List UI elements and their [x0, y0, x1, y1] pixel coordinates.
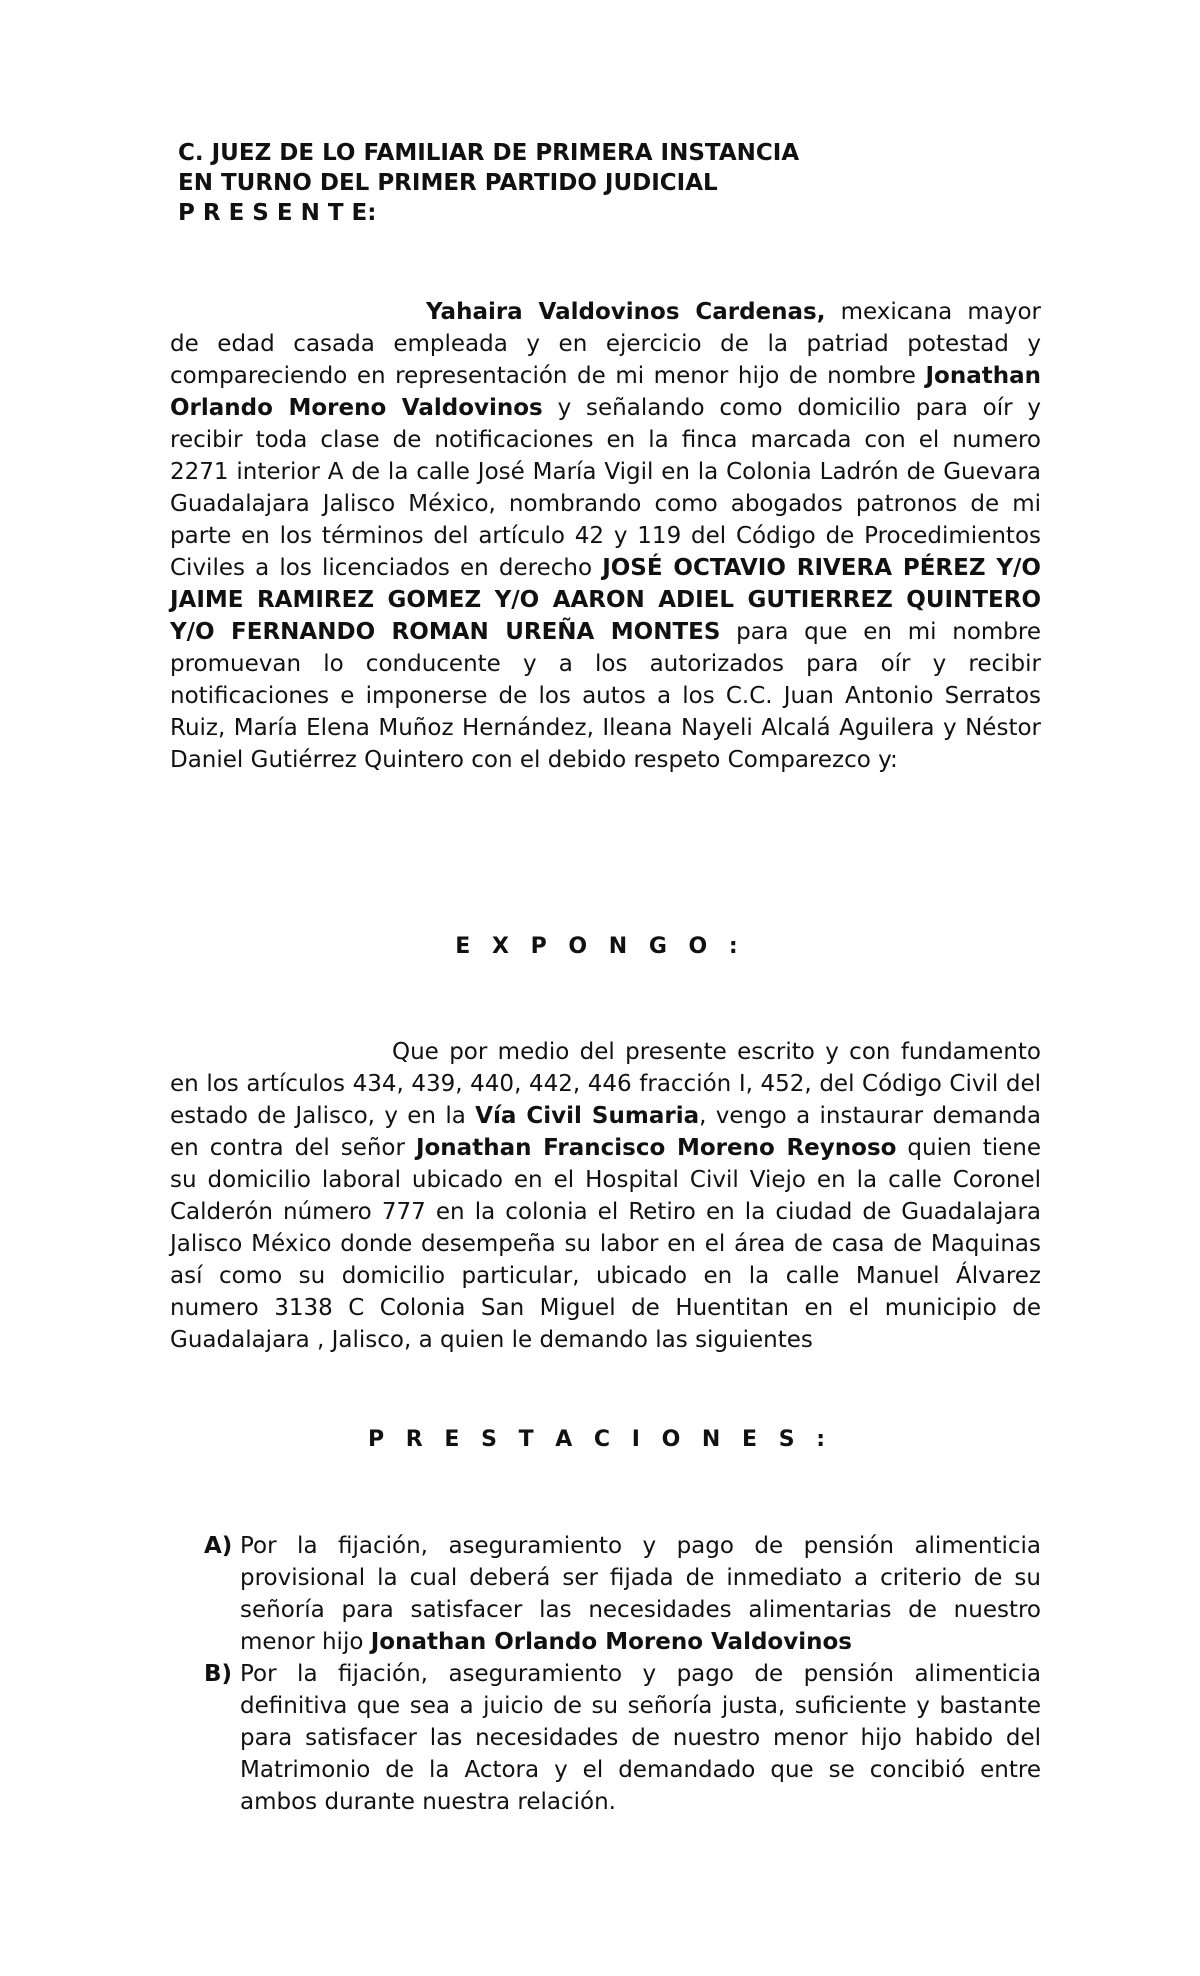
lawyers-names: JOSÉ OCTAVIO RIVERA PÉREZ Y/O JAIME RAMIREZ GOMEZ Y/O AARON ADIEL GUTIERREZ QUINTERO Y/O FERNANDO ROMAN UREÑA MONTES [170, 555, 1041, 645]
item-bold-a: Jonathan Orlando Moreno Valdovinos [370, 1629, 852, 1655]
intro-paragraph [170, 296, 1041, 776]
item-marker-a: A) [204, 1533, 233, 1559]
expongo-text-3: quien tiene su domicilio laboral ubicado en el Hospital Civil Viejo en la calle Coronel Calderón número 777 en la colonia el Retiro en la ciudad de Guadalajara Jalisco México donde desempeña su labor en el área de casa de Maquinas así como su domicilio particular, ubicado en la calle Manuel Álvarez numero 3138 C Colonia San Miguel de Huentitan en el municipio de Guadalajara , Jalisco, a quien le demando las siguientes [170, 1135, 1042, 1353]
item-text-a: Por la fijación, aseguramiento y pago de pensión alimenticia provisional la cual deberá ser fijada de inmediato a criterio de su señoría para satisfacer las necesidades alimentarias de nuestro menor hijo [240, 1533, 1041, 1655]
header-line-district: EN TURNO DEL PRIMER PARTIDO JUDICIAL [178, 170, 718, 196]
header-line-presente: P R E S E N T E: [178, 200, 377, 226]
intro-text-1: mexicana mayor de edad casada empleada y en ejercicio de la patriad potestad y compareciendo en representación de mi menor hijo de nombre [170, 299, 1041, 389]
expongo-text-2: , vengo a instaurar demanda en contra del señor [170, 1103, 1041, 1161]
item-body-b [240, 1658, 1041, 1818]
prestaciones-heading: P R E S T A C I O N E S : [368, 1427, 832, 1452]
defendant-name: Jonathan Francisco Moreno Reynoso [415, 1135, 897, 1161]
addressee-header [178, 138, 799, 228]
prestacion-item-a [204, 1530, 1041, 1658]
plaintiff-name: Yahaira Valdovinos Cardenas, [426, 299, 826, 325]
item-marker-b: B) [204, 1661, 233, 1687]
item-body-a [240, 1530, 1041, 1658]
expongo-heading: E X P O N G O : [455, 934, 745, 959]
expongo-paragraph [170, 1036, 1041, 1356]
expongo-text-1: Que por medio del presente escrito y con fundamento en los artículos 434, 439, 440, 442, 446 fracción I, 452, del Código Civil del estado de Jalisco, y en la [170, 1039, 1041, 1129]
intro-text-3: para que en mi nombre promuevan lo conducente y a los autorizados para oír y recibir notificaciones e imponerse de los autos a los C.C. Juan Antonio Serratos Ruiz, María Elena Muñoz Hernández, Ileana Nayeli Alcalá Aguilera y Néstor Daniel Gutiérrez Quintero con el debido respeto Comparezco y: [170, 619, 1041, 773]
prestacion-item-b [204, 1658, 1041, 1818]
header-line-judge: C. JUEZ DE LO FAMILIAR DE PRIMERA INSTANCIA [178, 140, 800, 166]
via-civil-sumaria: Vía Civil Sumaria [475, 1103, 700, 1129]
child-name: Jonathan Orlando Moreno Valdovinos [170, 363, 1041, 421]
intro-text-2: y señalando como domicilio para oír y recibir toda clase de notificaciones en la finca marcada con el numero 2271 interior A de la calle José María Vigil en la Colonia Ladrón de Guevara Guadalajara Jalisco México, nombrando como abogados patronos de mi parte en los términos del artículo 42 y 119 del Código de Procedimientos Civiles a los licenciados en derecho [170, 395, 1041, 581]
item-text-b: Por la fijación, aseguramiento y pago de pensión alimenticia definitiva que sea a juicio de su señoría justa, suficiente y bastante para satisfacer las necesidades de nuestro menor hijo habido del Matrimonio de la Actora y el demandado que se concibió entre ambos durante nuestra relación. [240, 1661, 1041, 1815]
